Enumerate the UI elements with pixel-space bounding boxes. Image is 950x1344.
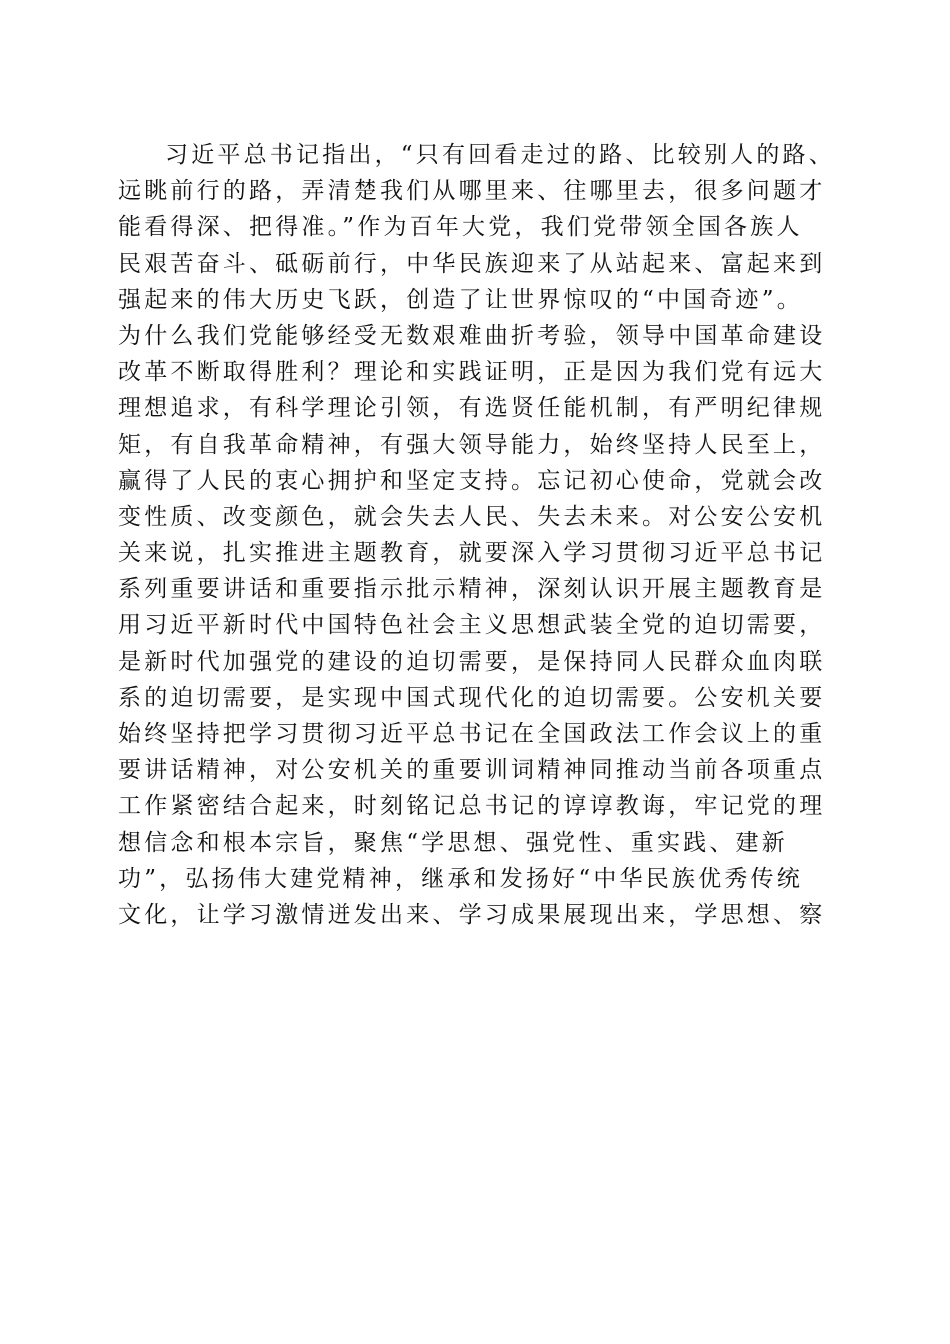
text-line: 赢得了人民的衷心拥护和坚定支持。忘记初心使命，党就会改 (118, 467, 826, 494)
text-line: 关来说，扎实推进主题教育，就要深入学习贯彻习近平总书记 (118, 540, 826, 567)
text-line: 民艰苦奋斗、砥砺前行，中华民族迎来了从站起来、富起来到 (118, 250, 826, 277)
text-line: 理想追求，有科学理论引领，有选贤任能机制，有严明纪律规 (118, 395, 826, 422)
text-line: 始终坚持把学习贯彻习近平总书记在全国政法工作会议上的重 (118, 721, 826, 747)
body-paragraph (118, 137, 835, 933)
text-line: 能看得深、把得准。”作为百年大党，我们党带领全国各族人 (118, 214, 803, 241)
text-line: 远眺前行的路，弄清楚我们从哪里来、往哪里去，很多问题才 (118, 178, 826, 205)
text-line: 用习近平新时代中国特色社会主义思想武装全党的迫切需要， (118, 612, 826, 639)
text-line: 为什么我们党能够经受无数艰难曲折考验，领导中国革命建设 (118, 322, 826, 349)
text-line: 功”，弘扬伟大建党精神，继承和发扬好“中华民族优秀传统 (118, 865, 803, 892)
text-line: 系列重要讲话和重要指示批示精神，深刻认识开展主题教育是 (118, 576, 826, 603)
text-line: 强起来的伟大历史飞跃，创造了让世界惊叹的“中国奇迹”。 (118, 286, 803, 313)
text-line: 变性质、改变颜色，就会失去人民、失去未来。对公安公安机 (118, 503, 826, 530)
text-line: 改革不断取得胜利？理论和实践证明，正是因为我们党有远大 (118, 359, 826, 386)
text-line: 系的迫切需要，是实现中国式现代化的迫切需要。公安机关要 (118, 684, 826, 711)
text-line: 工作紧密结合起来，时刻铭记总书记的谆谆教诲，牢记党的理 (118, 793, 826, 820)
text-line: 文化，让学习激情迸发出来、学习成果展现出来，学思想、察 (118, 901, 826, 928)
text-line: 是新时代加强党的建设的迫切需要，是保持同人民群众血肉联 (118, 648, 826, 675)
text-line: 想信念和根本宗旨，聚焦“学思想、强党性、重实践、建新 (118, 829, 788, 856)
text-line: 要讲话精神，对公安机关的重要训词精神同推动当前各项重点 (118, 757, 826, 784)
text-line: 矩，有自我革命精神，有强大领导能力，始终坚持人民至上， (118, 431, 826, 458)
text-line: 习近平总书记指出，“只有回看走过的路、比较别人的路、 (165, 142, 835, 168)
